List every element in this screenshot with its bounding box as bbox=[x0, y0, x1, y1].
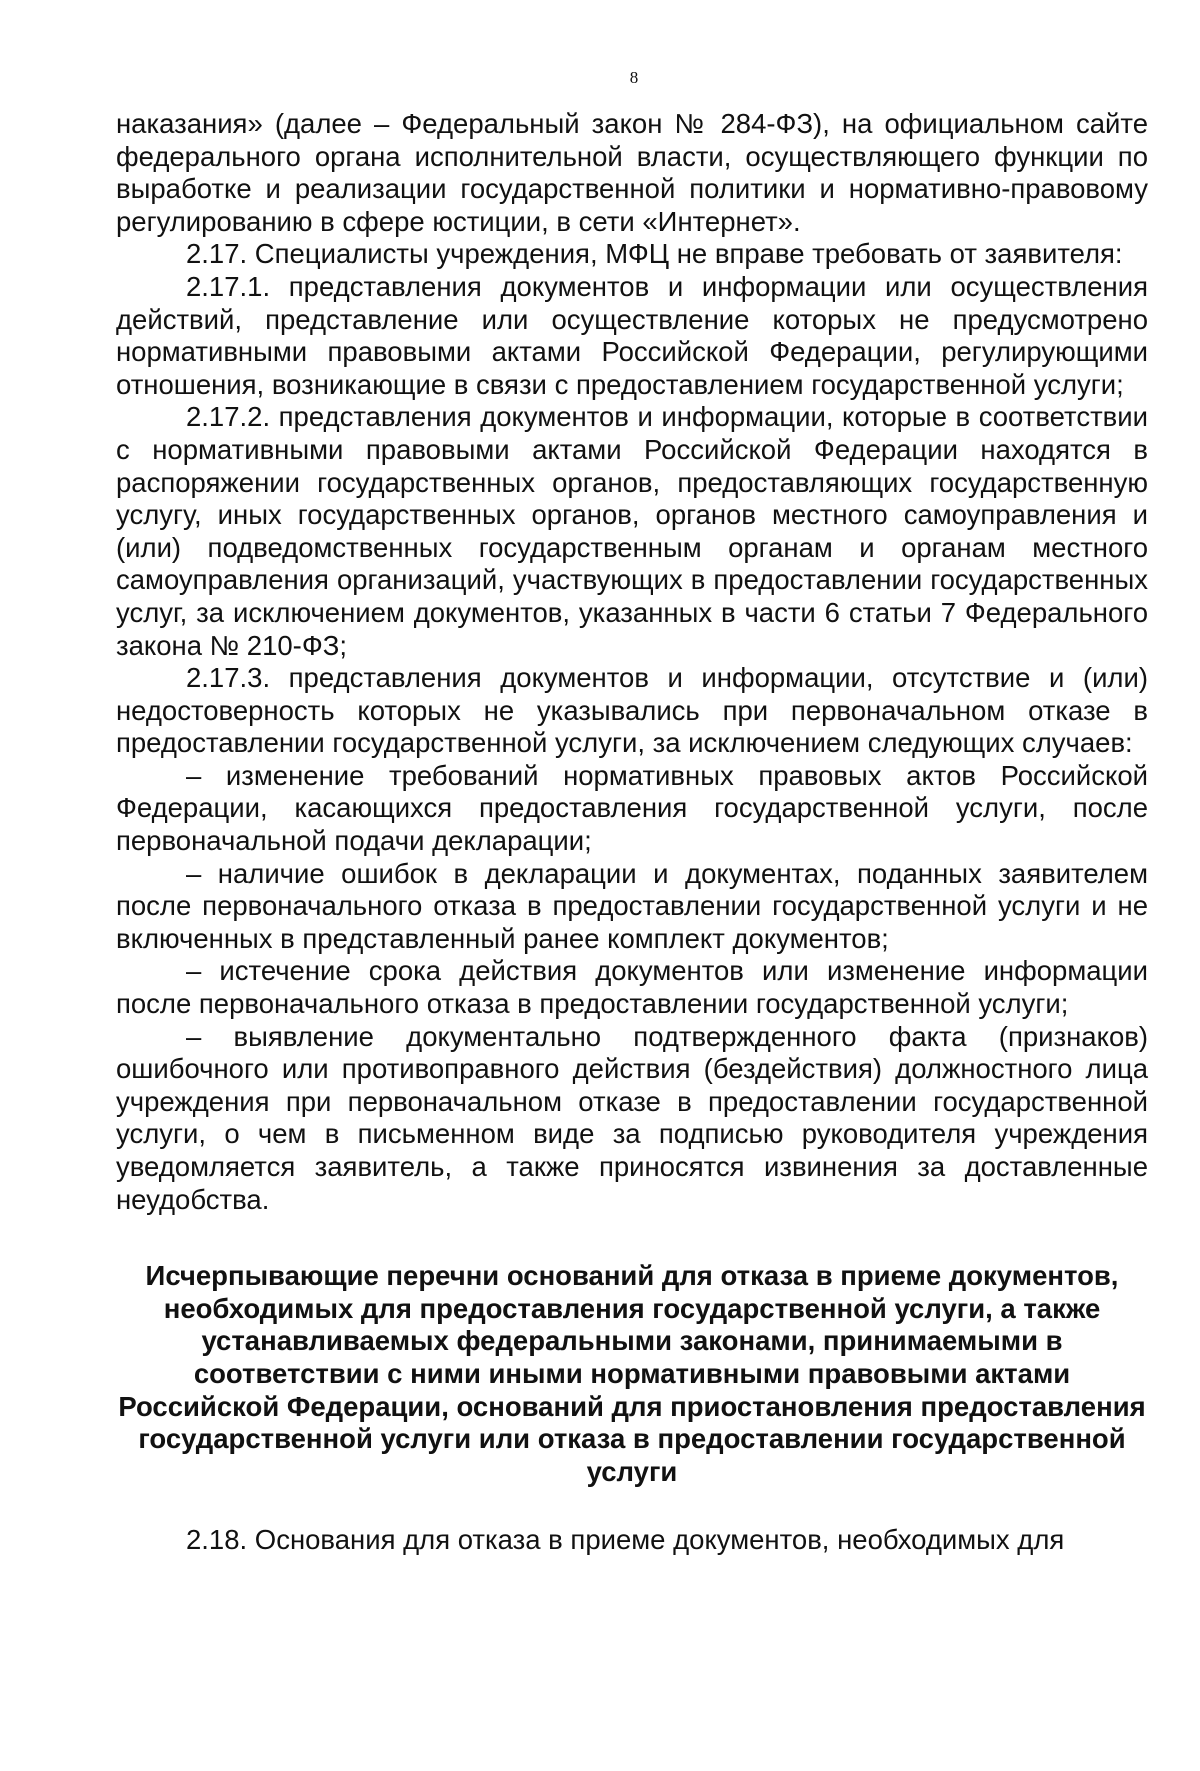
paragraph-2-17-3: 2.17.3. представления документов и информации, отсутствие и (или) недостоверность которых не указывались при первоначальном отказе в предоставлении государственной услуги, за исключением следующих случаев: bbox=[116, 662, 1148, 759]
list-item-dash: – истечение срока действия документов или изменение информации после первоначального отказа в предоставлении государственной услуги; bbox=[116, 955, 1148, 1020]
section-heading: Исчерпывающие перечни оснований для отказа в приеме документов, необходимых для предоставления государственной услуги, а также устанавливаемых федеральными законами, принимаемыми в соответствии с ними иными нормативными правовыми актами Российской Федерации, оснований для приостановления предоставления государственной услуги или отказа в предоставлении государственной услуги bbox=[118, 1260, 1146, 1487]
document-body bbox=[116, 108, 1148, 1557]
paragraph-2-17-2: 2.17.2. представления документов и информации, которые в соответствии с нормативными правовыми актами Российской Федерации находятся в распоряжении государственных органов, предоставляющих государственную услугу, иных государственных органов, органов местного самоуправления и (или) подведомственных государственным органам и органам местного самоуправления организаций, участвующих в предоставлении государственных услуг, за исключением документов, указанных в части 6 статьи 7 Федерального закона № 210-ФЗ; bbox=[116, 401, 1148, 661]
list-item-dash: – выявление документально подтвержденного факта (признаков) ошибочного или противоправного действия (бездействия) должностного лица учреждения при первоначальном отказе в предоставлении государственной услуги, о чем в письменном виде за подписью руководителя учреждения уведомляется заявитель, а также приносятся извинения за доставленные неудобства. bbox=[116, 1020, 1148, 1215]
paragraph-2-17-1: 2.17.1. представления документов и информации или осуществления действий, представление или осуществление которых не предусмотрено нормативными правовыми актами Российской Федерации, регулирующими отношения, возникающие в связи с предоставлением государственной услуги; bbox=[116, 270, 1148, 400]
paragraph-continuation: наказания» (далее – Федеральный закон № 284-ФЗ), на официальном сайте федерального органа исполнительной власти, осуществляющего функции по выработке и реализации государственной политики и нормативно-правовому регулированию в сфере юстиции, в сети «Интернет». bbox=[116, 108, 1148, 237]
list-item-dash: – наличие ошибок в декларации и документах, поданных заявителем после первоначального отказа в предоставлении государственной услуги и не включенных в представленный ранее комплект документов; bbox=[116, 857, 1148, 954]
page-number: 8 bbox=[629, 68, 639, 87]
paragraph-2-18: 2.18. Основания для отказа в приеме документов, необходимых для bbox=[186, 1524, 1065, 1556]
list-item-dash: – изменение требований нормативных правовых актов Российской Федерации, касающихся предоставления государственной услуги, после первоначальной подачи декларации; bbox=[116, 759, 1148, 857]
paragraph-2-17: 2.17. Специалисты учреждения, МФЦ не вправе требовать от заявителя: bbox=[186, 238, 1123, 270]
